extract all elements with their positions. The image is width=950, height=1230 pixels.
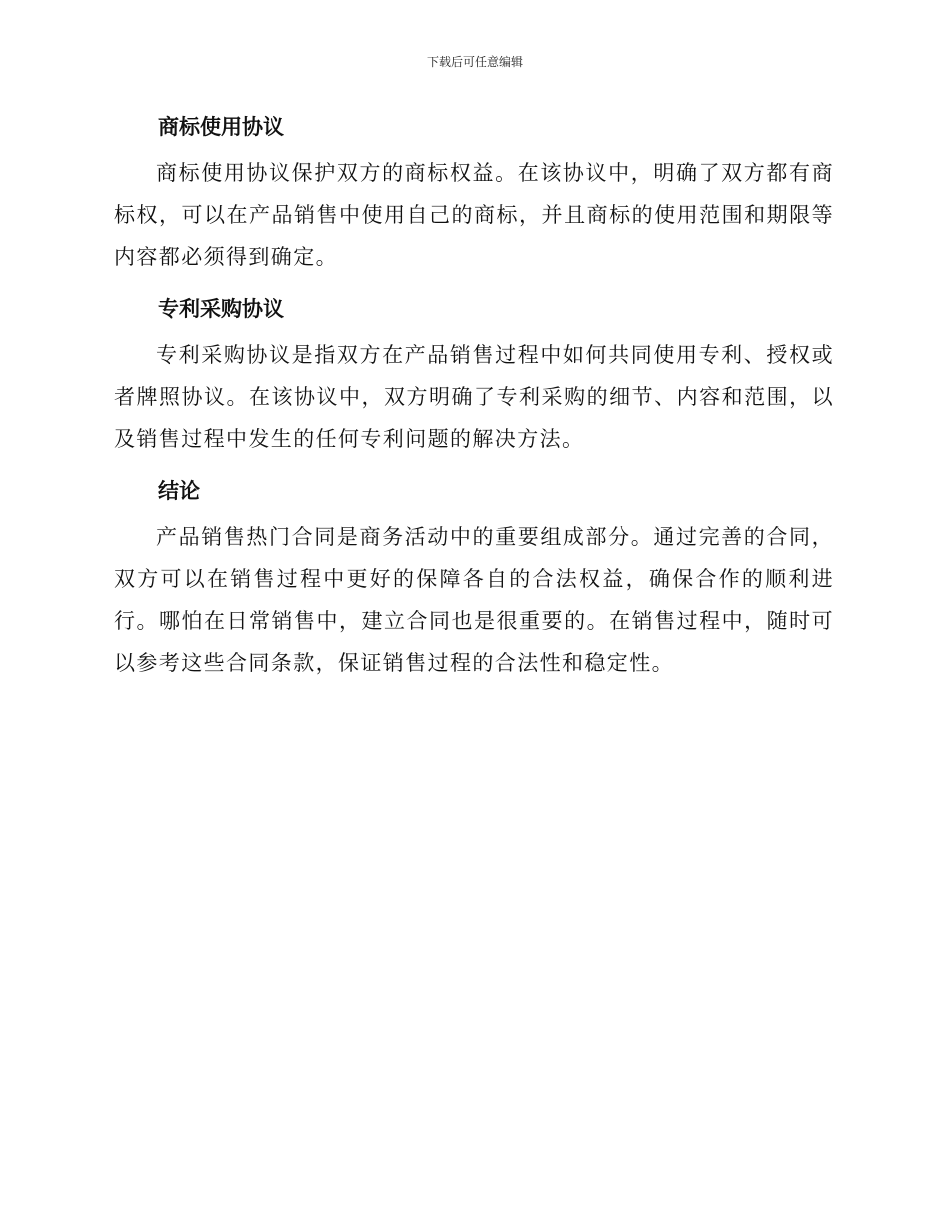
section-conclusion <box>114 472 834 684</box>
page-header: 下载后可任意编辑 <box>426 55 523 69</box>
section-heading: 结论 <box>158 479 200 503</box>
section-patent-procurement-agreement <box>114 290 834 460</box>
section-heading: 商标使用协议 <box>158 115 284 139</box>
section-trademark-agreement <box>114 108 834 278</box>
document-body <box>114 108 834 696</box>
section-paragraph: 产品销售热门合同是商务活动中的重要组成部分。通过完善的合同，双方可以在销售过程中更好的保障各自的合法权益，确保合作的顺利进行。哪怕在日常销售中，建立合同也是很重要的。在销售过程中，随时可以参考这些合同条款，保证销售过程的合法性和稳定性。 <box>114 525 834 675</box>
section-paragraph: 商标使用协议保护双方的商标权益。在该协议中，明确了双方都有商标权，可以在产品销售中使用自己的商标，并且商标的使用范围和期限等内容都必须得到确定。 <box>114 161 834 269</box>
section-paragraph: 专利采购协议是指双方在产品销售过程中如何共同使用专利、授权或者牌照协议。在该协议中，双方明确了专利采购的细节、内容和范围，以及销售过程中发生的任何专利问题的解决方法。 <box>114 343 834 451</box>
section-heading: 专利采购协议 <box>158 297 284 321</box>
